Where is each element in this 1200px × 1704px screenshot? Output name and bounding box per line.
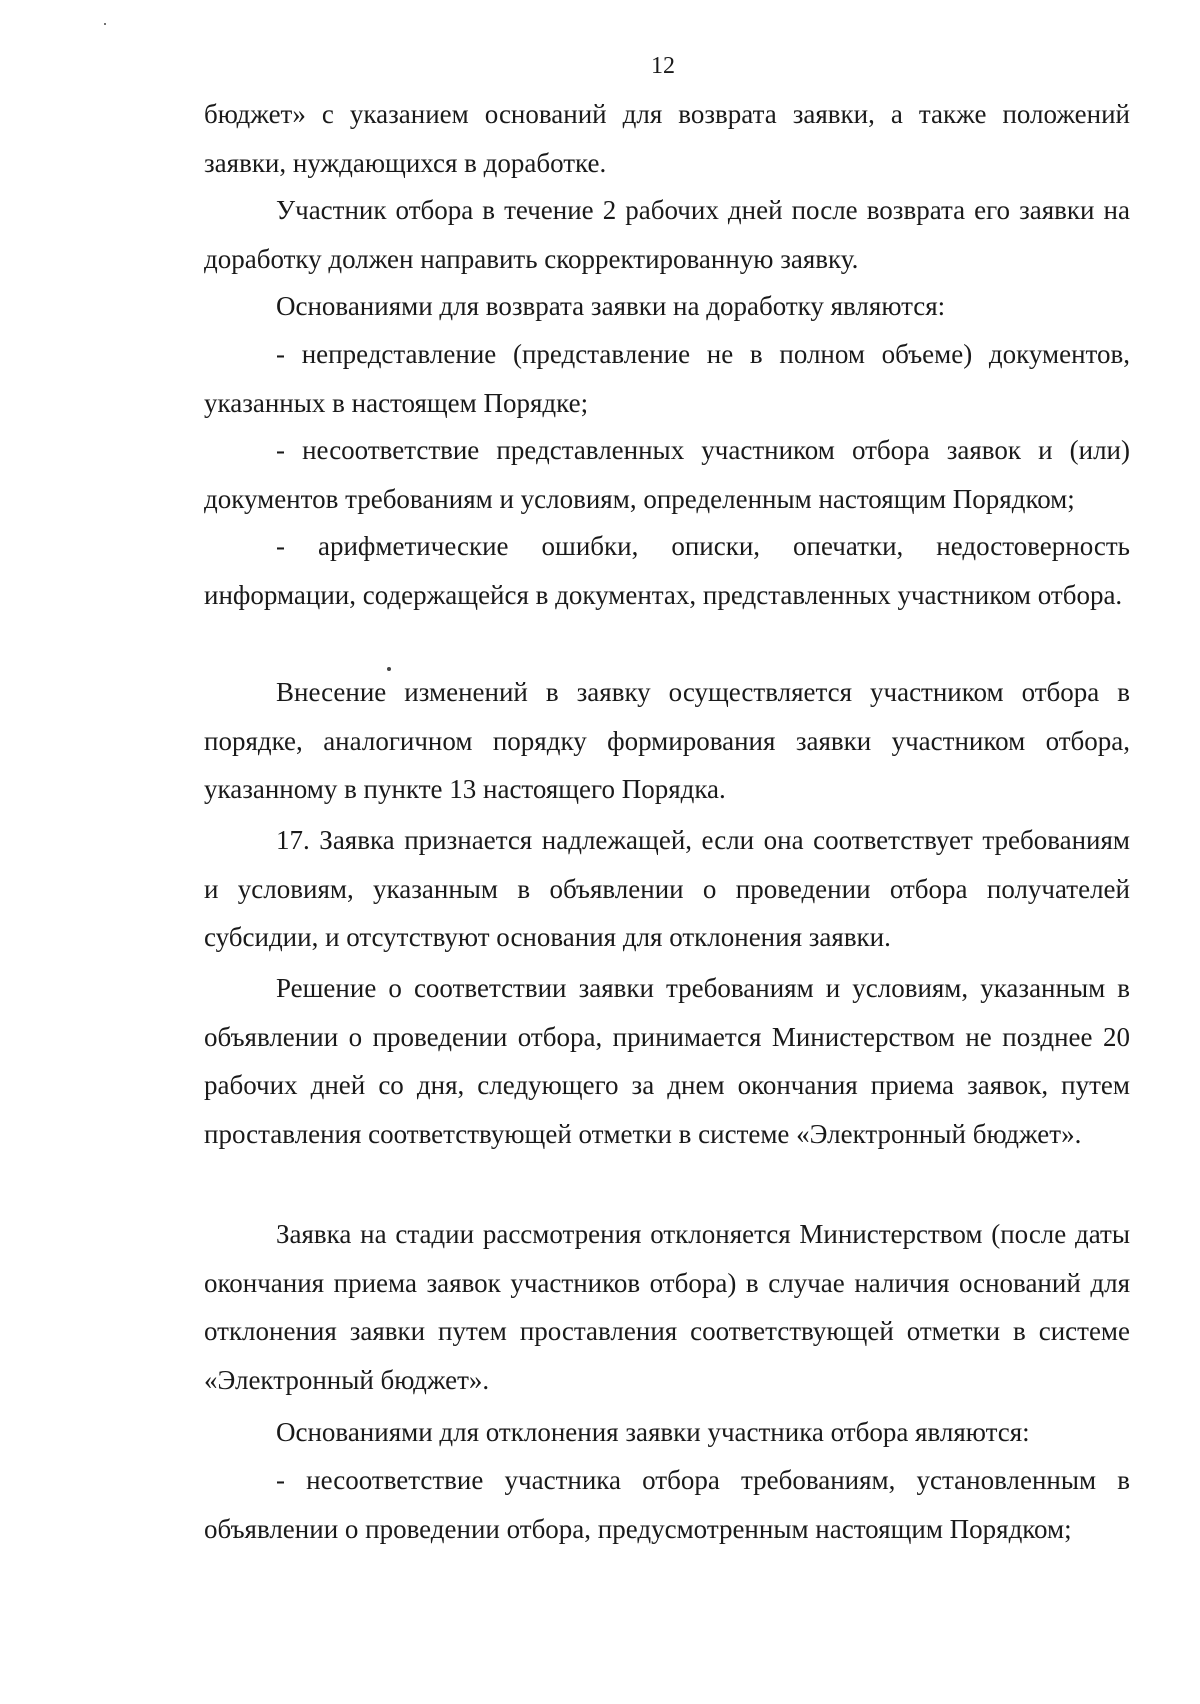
paragraph: Решение о соответствии заявки требованиям и условиям, указанным в объявлении о проведении отбора, принимается Министерством не позднее 20 рабочих дней со дня, следующего за днем окончания приема заявок, путем проставления соответствующей отметки в системе «Электронный бюджет».: [204, 973, 1130, 1149]
paragraph: Основаниями для возврата заявки на доработку являются:: [276, 291, 946, 321]
list-item: - несоответствие представленных участником отбора заявок и (или) документов требованиям и условиям, определенным настоящим Порядком;: [204, 435, 1130, 514]
list-item: - несоответствие участника отбора требованиям, установленным в объявлении о проведении отбора, предусмотренным настоящим Порядком;: [204, 1465, 1130, 1544]
paragraph: Основаниями для отклонения заявки участника отбора являются:: [276, 1417, 1030, 1447]
paragraph: Участник отбора в течение 2 рабочих дней после возврата его заявки на доработку должен направить скорректированную заявку.: [204, 195, 1130, 274]
scan-speck: [387, 667, 391, 671]
page-number: 12: [651, 53, 675, 79]
paragraph: Заявка на стадии рассмотрения отклоняется Министерством (после даты окончания приема заявок участников отбора) в случае наличия оснований для отклонения заявки путем проставления соответствующей отметки в системе «Электронный бюджет».: [204, 1219, 1130, 1395]
paragraph-item-17: 17. Заявка признается надлежащей, если она соответствует требованиям и условиям, указанным в объявлении о проведении отбора получателей субсидии, и отсутствуют основания для отклонения заявки.: [204, 825, 1130, 953]
paragraph: Внесение изменений в заявку осуществляется участником отбора в порядке, аналогичном порядку формирования заявки участником отбора, указанному в пункте 13 настоящего Порядка.: [204, 677, 1130, 805]
scan-speck: [104, 23, 106, 25]
list-item: - непредставление (представление не в полном объеме) документов, указанных в настоящем Порядке;: [204, 339, 1130, 418]
paragraph-continuation: бюджет» с указанием оснований для возврата заявки, а также положений заявки, нуждающихся в доработке.: [204, 99, 1130, 178]
list-item: - арифметические ошибки, описки, опечатки, недостоверность информации, содержащейся в документах, представленных участником отбора.: [204, 531, 1130, 610]
